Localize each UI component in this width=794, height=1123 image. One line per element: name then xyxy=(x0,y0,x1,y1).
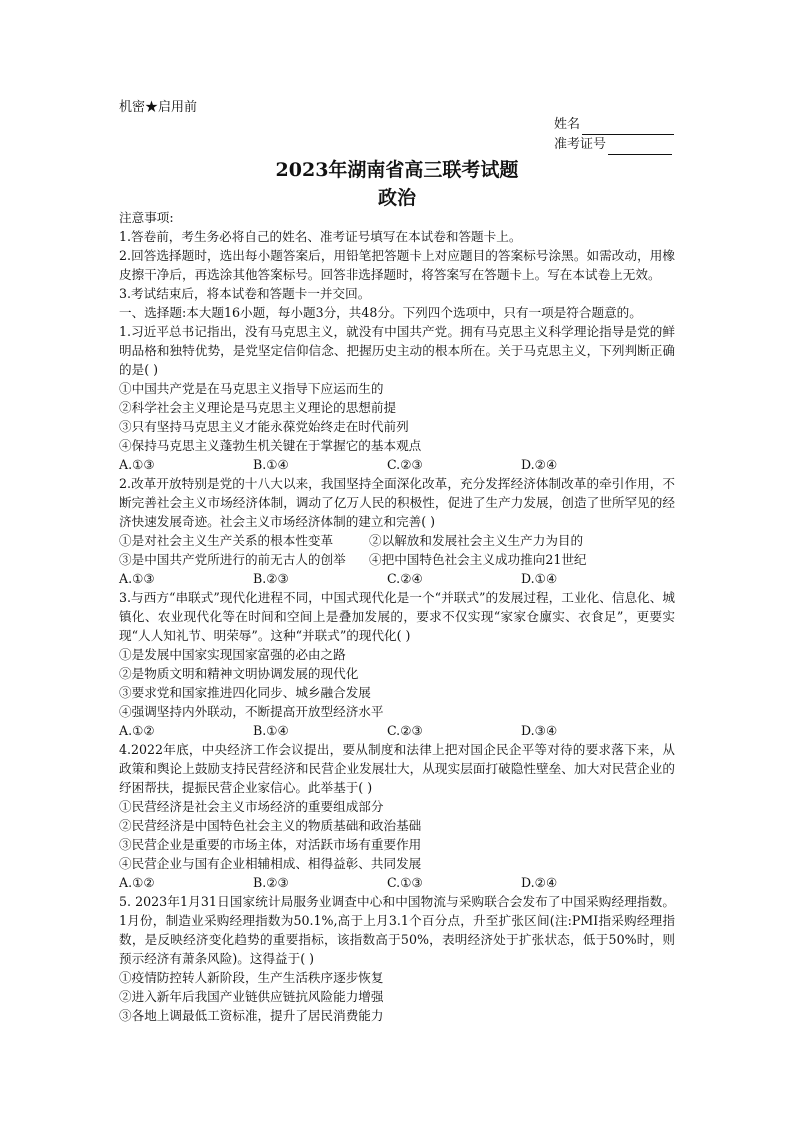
candidate-info xyxy=(554,115,674,155)
question-item: ④保持马克思主义蓬勃生机关键在于掌握它的基本观点 xyxy=(119,438,422,453)
question-item: ②是物质文明和精神文明协调发展的现代化 xyxy=(119,666,359,681)
notice-heading: 注意事项: xyxy=(119,210,174,225)
confidential-mark: 机密★启用前 xyxy=(119,100,198,115)
question-item: ②进入新年后我国产业链供应链抗风险能力增强 xyxy=(119,989,384,1004)
exam-title: 2023年湖南省高三联考试题 xyxy=(275,159,519,181)
id-blank[interactable] xyxy=(608,140,672,155)
question-item: ④民营企业与国有企业相辅相成、相得益彰、共同发展 xyxy=(119,856,422,871)
question-options xyxy=(119,873,675,892)
exam-body xyxy=(119,208,675,1025)
question-stem: 4.2022年底，中央经济工作会议提出，要从制度和法律上把对国企民企平等对待的要求落下来，从政策和舆论上鼓励支持民营经济和民营企业发展壮大，从现实层面打破隐性壁垒、加大对民营企业的纾困帮扶，提振民营企业家信心。此举基于( ) xyxy=(119,742,675,795)
option-d[interactable]: D.③④ xyxy=(521,723,558,738)
option-a[interactable]: A.①③ xyxy=(119,457,155,472)
question-item: ①疫情防控转人新阶段，生产生活秩序逐步恢复 xyxy=(119,970,384,985)
question-options xyxy=(119,455,675,474)
question-stem: 2.改革开放特别是党的十八大以来，我国坚持全面深化改革，充分发挥经济体制改革的牵引作用，不断完善社会主义市场经济体制，调动了亿万人民的积极性，促进了生产力发展，创造了世所罕见的经济快速发展奇迹。社会主义市场经济体制的建立和完善( ) xyxy=(119,476,675,529)
question-item: ③要求党和国家推进四化同步、城乡融合发展 xyxy=(119,685,371,700)
option-b[interactable]: B.①④ xyxy=(253,457,289,472)
question-stem: 3.与西方“串联式”现代化进程不同，中国式现代化是一个“并联式”的发展过程，工业化、信息化、城镇化、农业现代化等在时间和空间上是叠加发展的，要求不仅实现“家家仓廪实、衣食足”，更要实现“人人知礼节、明荣辱”。这种“并联式”的现代化( ) xyxy=(119,590,675,643)
option-b[interactable]: B.②③ xyxy=(253,875,289,890)
question-item: ①是发展中国家实现国家富强的必由之路 xyxy=(119,647,346,662)
name-line xyxy=(554,115,674,135)
question-item: ①中国共产党是在马克思主义指导下应运而生的 xyxy=(119,381,384,396)
notice-item: 2.回答选择题时，选出每小题答案后，用铅笔把答题卡上对应题目的答案标号涂黑。如需改动，用橡皮擦干净后，再选涂其他答案标号。回答非选择题时，将答案写在答题卡上。写在本试卷上无效。 xyxy=(119,248,675,282)
option-c[interactable]: C.①③ xyxy=(387,875,423,890)
option-c[interactable]: C.②③ xyxy=(387,457,423,472)
option-b[interactable]: B.①④ xyxy=(253,723,289,738)
question-item: ③只有坚持马克思主义才能永葆党始终走在时代前列 xyxy=(119,419,409,434)
question-item: ③各地上调最低工资标准，提升了居民消费能力 xyxy=(119,1008,384,1023)
question-item: ③民营企业是重要的市场主体，对活跃市场有重要作用 xyxy=(119,837,422,852)
option-d[interactable]: D.②④ xyxy=(521,875,558,890)
option-c[interactable]: C.②③ xyxy=(387,723,423,738)
question-item-pair xyxy=(119,531,675,550)
question-item: ②以解放和发展社会主义生产力为目的 xyxy=(369,533,584,548)
option-a[interactable]: A.①② xyxy=(119,723,155,738)
question-item-pair xyxy=(119,550,675,569)
name-label: 姓名 xyxy=(554,117,581,132)
option-d[interactable]: D.①④ xyxy=(521,571,558,586)
question-stem: 1.习近平总书记指出，没有马克思主义，就没有中国共产党。拥有马克思主义科学理论指导是党的鲜明品格和独特优势，是党坚定信仰信念、把握历史主动的根本所在。关于马克思主义，下列判断正确的是( ) xyxy=(119,324,675,377)
section-heading: 一、选择题:本大题16小题，每小题3分，共48分。下列四个选项中，只有一项是符合题意的。 xyxy=(119,305,642,320)
option-a[interactable]: A.①② xyxy=(119,875,155,890)
question-stem: 5. 2023年1月31日国家统计局服务业调查中心和中国物流与采购联合会发布了中国采购经理指数。1月份，制造业采购经理指数为50.1%,高于上月3.1个百分点，升至扩张区间(注:PMI指采购经理指数，是反映经济变化趋势的重要指标，该指数高于50%，表明经济处于扩张状态，低于50%时，则预示经济有萧条风险)。这得益于( ) xyxy=(119,894,675,966)
id-line xyxy=(554,135,674,155)
notice-item: 3.考试结束后，将本试卷和答题卡一并交回。 xyxy=(119,286,371,301)
question-item: ④强调坚持内外联动，不断提高开放型经济水平 xyxy=(119,704,384,719)
question-options xyxy=(119,721,675,740)
option-d[interactable]: D.②④ xyxy=(521,457,558,472)
option-a[interactable]: A.①③ xyxy=(119,571,155,586)
id-label: 准考证号 xyxy=(554,137,607,152)
exam-subject: 政治 xyxy=(377,187,416,209)
option-b[interactable]: B.②③ xyxy=(253,571,289,586)
name-blank[interactable] xyxy=(582,120,674,135)
question-item: ③是中国共产党所进行的前无古人的创举 xyxy=(119,552,346,567)
notice-item: 1.答卷前，考生务必将自己的姓名、准考证号填写在本试卷和答题卡上。 xyxy=(119,229,522,244)
question-item: ②民营经济是中国特色社会主义的物质基础和政治基础 xyxy=(119,818,422,833)
option-c[interactable]: C.②④ xyxy=(387,571,423,586)
question-item: ①民营经济是社会主义市场经济的重要组成部分 xyxy=(119,799,384,814)
question-options xyxy=(119,569,675,588)
question-item: ②科学社会主义理论是马克思主义理论的思想前提 xyxy=(119,400,397,415)
question-item: ①是对社会主义生产关系的根本性变革 xyxy=(119,533,334,548)
question-item: ④把中国特色社会主义成功推向21世纪 xyxy=(369,552,587,567)
